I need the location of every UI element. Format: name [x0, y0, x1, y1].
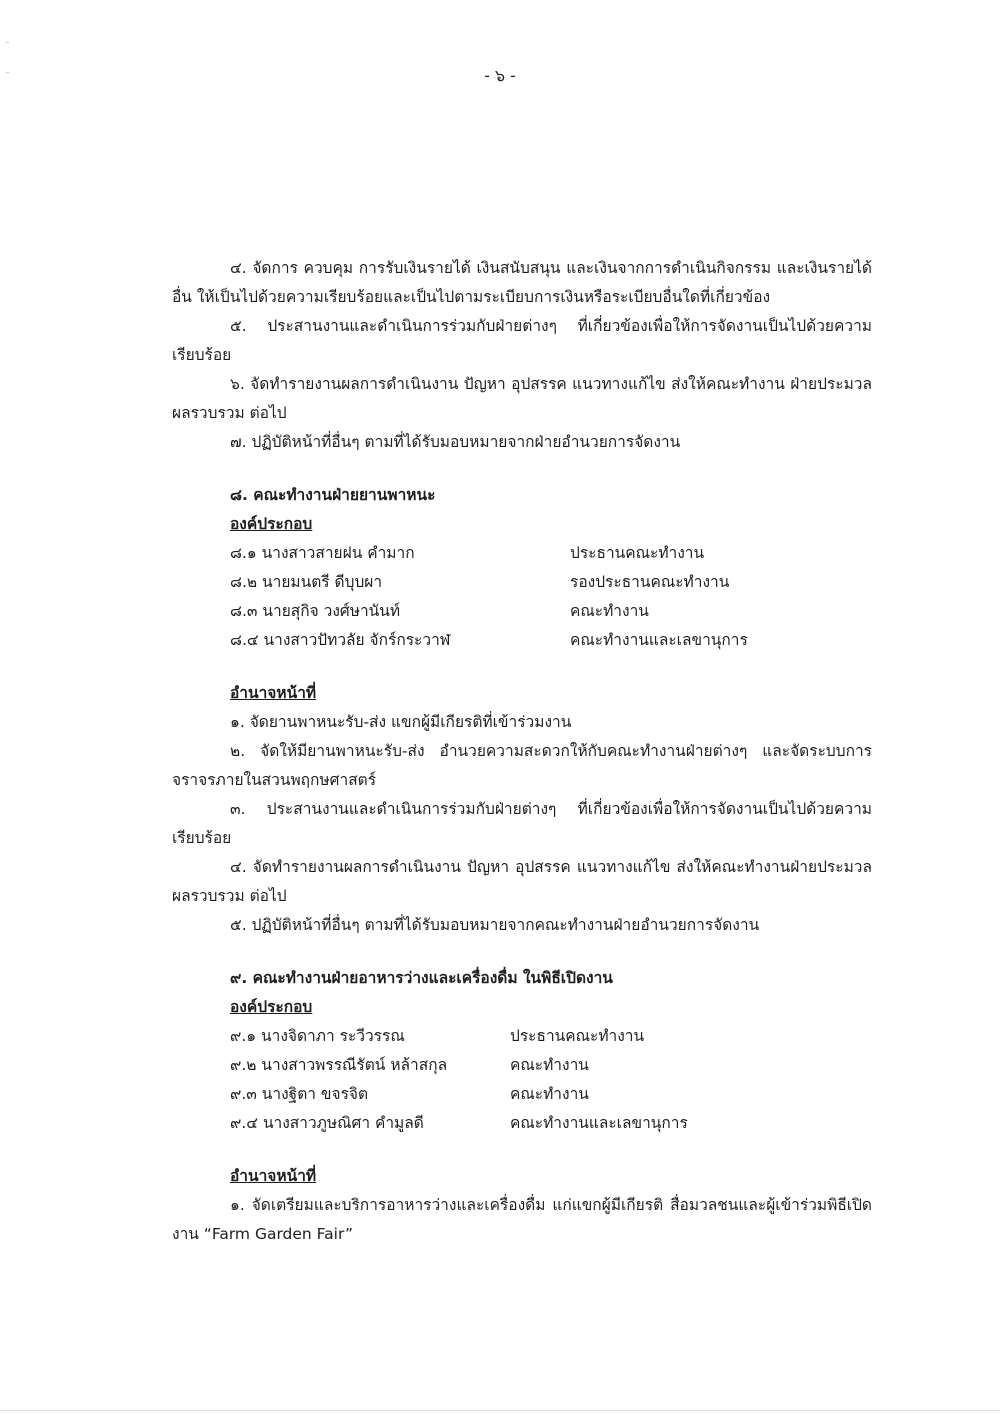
scan-mark — [6, 42, 9, 43]
page-edge-line — [0, 1410, 1000, 1411]
member-role: รองประธานคณะทำงาน — [570, 573, 730, 591]
member-role: คณะทำงาน — [510, 1085, 589, 1103]
member-row — [230, 1080, 872, 1109]
member-row — [230, 1051, 872, 1080]
duty-item: ๕. ประสานงานและดำเนินการร่วมกับฝ่ายต่างๆ ที่เกี่ยวข้องเพื่อให้การจัดงานเป็นไปด้วยความเรียบร้อย — [172, 317, 872, 364]
duty-item: ๗. ปฏิบัติหน้าที่อื่นๆ ตามที่ได้รับมอบหมายจากฝ่ายอำนวยการจัดงาน — [230, 433, 681, 451]
member-name: ๙.๑ นางจิดาภา ระวีวรรณ — [230, 1027, 405, 1045]
member-name: ๘.๓ นายสุกิจ วงศ์ษานันท์ — [230, 602, 401, 620]
duty-item: ๖. จัดทำรายงานผลการดำเนินงาน ปัญหา อุปสรรค แนวทางแก้ไข ส่งให้คณะทำงาน ฝ่ายประมวลผลรวบรวม ต่อไป — [172, 375, 872, 422]
member-role: ประธานคณะทำงาน — [570, 544, 705, 562]
member-role: ประธานคณะทำงาน — [510, 1027, 645, 1045]
duty-item: ๒. จัดให้มียานพาหนะรับ-ส่ง อำนวยความสะดวกให้กับคณะทำงานฝ่ายต่างๆ และจัดระบบการจราจรภายในสวนพฤกษศาสตร์ — [172, 742, 872, 789]
member-row — [230, 568, 872, 597]
duty-item: ๑. จัดยานพาหนะรับ-ส่ง แขกผู้มีเกียรติที่เข้าร่วมงาน — [230, 713, 572, 731]
page-number: - ๖ - — [484, 66, 516, 85]
section-9-members-label: องค์ประกอบ — [230, 998, 313, 1016]
member-role: คณะทำงานและเลขานุการ — [570, 631, 748, 649]
section-9-title: ๙. คณะทำงานฝ่ายอาหารว่างและเครื่องดื่ม ในพิธีเปิดงาน — [230, 969, 613, 987]
member-row — [230, 539, 872, 568]
section-8-duties-label: อำนาจหน้าที่ — [230, 684, 317, 702]
member-role: คณะทำงาน — [570, 602, 649, 620]
member-row — [230, 1109, 872, 1138]
member-role: คณะทำงาน — [510, 1056, 589, 1074]
member-name: ๘.๑ นางสาวสายฝน คำมาก — [230, 544, 415, 562]
member-row — [230, 626, 872, 655]
section-9-duties-label: อำนาจหน้าที่ — [230, 1167, 317, 1185]
duty-item: ๑. จัดเตรียมและบริการอาหารว่างและเครื่องดื่ม แก่แขกผู้มีเกียรติ สื่อมวลชนและผู้เข้าร่วมพิธีเปิดงาน “Farm Garden Fair” — [172, 1196, 872, 1243]
member-name: ๘.๒ นายมนตรี ดีบุบผา — [230, 573, 383, 591]
duty-item: ๕. ปฏิบัติหน้าที่อื่นๆ ตามที่ได้รับมอบหมายจากคณะทำงานฝ่ายอำนวยการจัดงาน — [230, 916, 760, 934]
member-row — [230, 597, 872, 626]
duty-item: ๔. จัดทำรายงานผลการดำเนินงาน ปัญหา อุปสรรค แนวทางแก้ไข ส่งให้คณะทำงานฝ่ายประมวลผลรวบรวม ต่อไป — [172, 858, 872, 905]
document-body — [172, 254, 872, 1249]
member-row — [230, 1022, 872, 1051]
member-name: ๙.๔ นางสาวภูษณิศา คำมูลดี — [230, 1114, 424, 1132]
member-role: คณะทำงานและเลขานุการ — [510, 1114, 688, 1132]
duty-item: ๓. ประสานงานและดำเนินการร่วมกับฝ่ายต่างๆ ที่เกี่ยวข้องเพื่อให้การจัดงานเป็นไปด้วยความเรียบร้อย — [172, 800, 872, 847]
member-name: ๘.๔ นางสาวปัทวลัย จักร์กระวาฬ — [230, 631, 451, 649]
member-name: ๙.๒ นางสาวพรรณีรัตน์ หล้าสกุล — [230, 1056, 448, 1074]
section-8-members-label: องค์ประกอบ — [230, 515, 313, 533]
member-name: ๙.๓ นางฐิตา ขจรจิต — [230, 1085, 369, 1103]
section-8-title: ๘. คณะทำงานฝ่ายยานพาหนะ — [230, 486, 436, 504]
duty-item: ๔. จัดการ ควบคุม การรับเงินรายได้ เงินสนับสนุน และเงินจากการดำเนินกิจกรรม และเงินรายได้อื่น ให้เป็นไปด้วยความเรียบร้อยและเป็นไปตามระเบียบการเงินหรือระเบียบอื่นใดที่เกี่ยวข้อง — [172, 259, 872, 306]
